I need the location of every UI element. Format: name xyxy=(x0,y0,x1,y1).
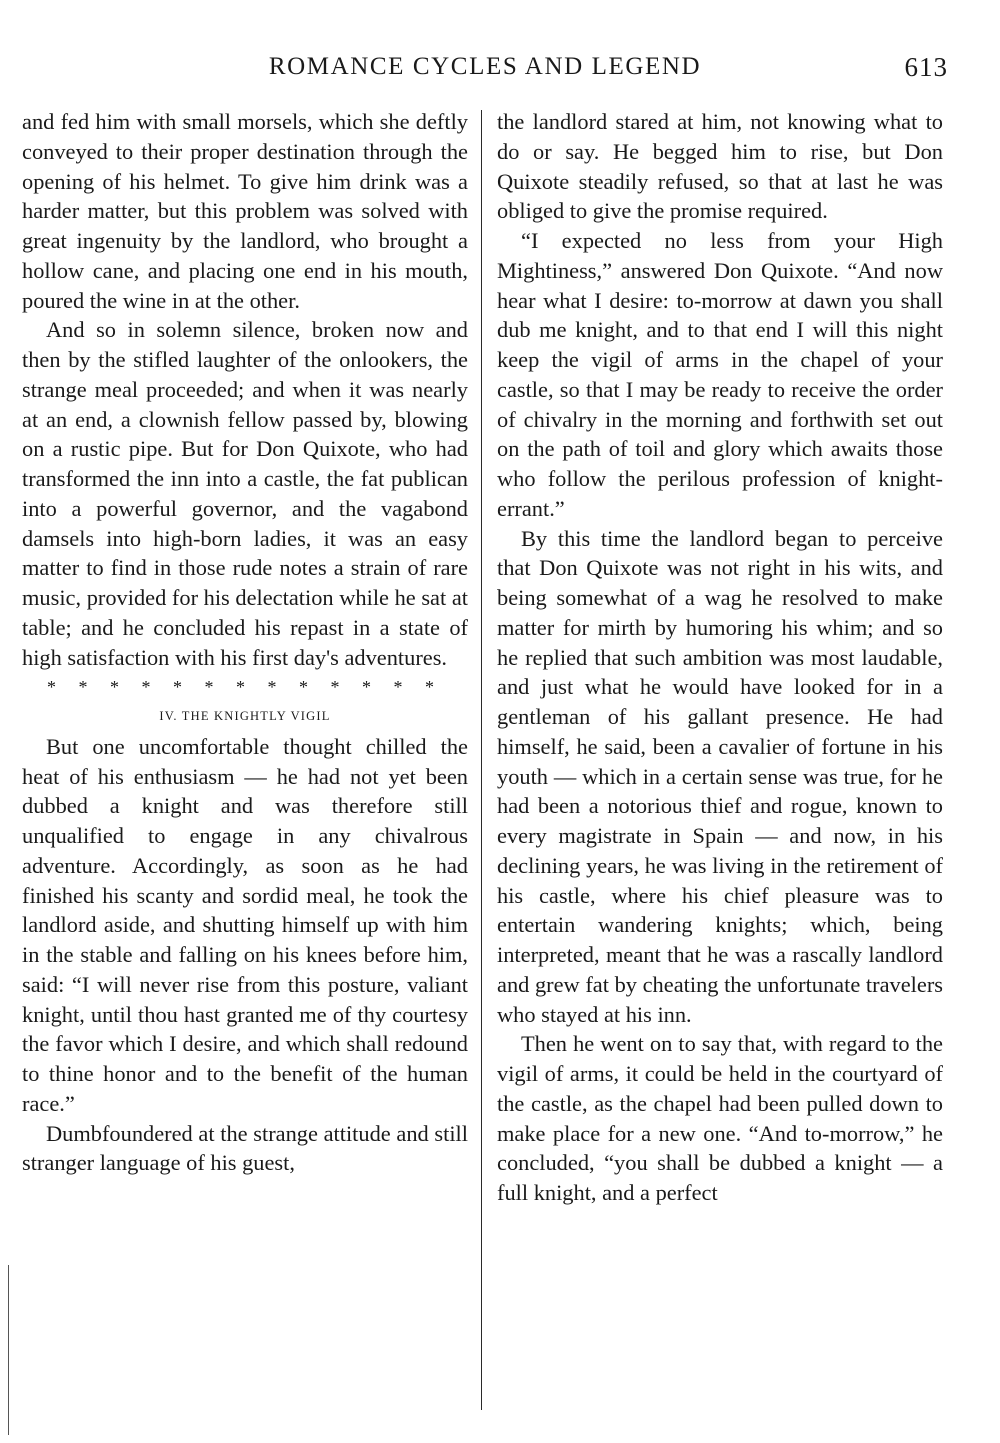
left-paragraph-1: and fed him with small morsels, which she deftly conveyed to their proper destination through the opening of his helmet. To give him drink was a harder matter, but this problem was solved with great ingenuity by the landlord, who brought a hollow cane, and placing one end in his mouth, poured the wine in at the other. xyxy=(22,109,468,313)
column-divider xyxy=(481,110,482,1410)
right-paragraph-4: Then he went on to say that, with regard to the vigil of arms, it could be held in the courtyard of the castle, as the chapel had been pulled down to make place for a new one. “And to-morrow,” he concluded, “you shall be dubbed a knight — a full knight, and a perfect xyxy=(497,1031,943,1205)
left-paragraph-2: And so in solemn silence, broken now and then by the stifled laughter of the onlookers, the strange meal proceeded; and when it was nearly at an end, a clownish fellow passed by, blowing on a rustic pipe. But for Don Quixote, who had transformed the inn into a castle, the fat publican into a powerful governor, and the vagabond damsels into high-born ladies, it was an easy matter to find in those rude notes a strain of rare music, provided for his delectation while he sat at table; and he concluded his repast in a state of high satisfaction with his first day's adventures. xyxy=(22,317,468,670)
right-paragraph-3: By this time the landlord began to perceive that Don Quixote was not right in his wits, and being somewhat of a wag he resolved to make matter for mirth by humoring his whim; and so he replied that such ambition was most laudable, and just what he would have looked for in a gentleman of his gallant presence. He had himself, he said, been a cavalier of fortune in his youth — which in a certain sense was true, for he had been a notorious thief and rogue, known to every magistrate in Spain — and now, in his declining years, he was living in the retirement of his castle, where his chief pleasure was to entertain wandering knights; which, being interpreted, meant that he was a rascally landlord and grew fat by cheating the unfortunate travelers who stayed at his inn. xyxy=(497,525,943,1027)
section-heading: IV. THE KNIGHTLY VIGIL xyxy=(159,709,331,723)
running-head xyxy=(22,50,948,84)
right-paragraph-2: “I expected no less from your High Mightiness,” answered Don Quixote. “And now hear what I desire: to-morrow at dawn you shall dub me knight, and to that end I will this night keep the vigil of arms in the chapel of your castle, so that I may be ready to receive the order of chivalry in the morning and forthwith set out on the path of toil and glory which awaits those who follow the perilous profession of knight-errant.” xyxy=(497,228,943,521)
page-number: 613 xyxy=(904,52,948,82)
running-title: ROMANCE CYCLES AND LEGEND xyxy=(268,53,702,80)
section-ornament: * * * * * * * * * * * * * xyxy=(47,677,443,698)
right-paragraph-1: the landlord stared at him, not knowing what to do or say. He begged him to rise, but Don Quixote steadily refused, so that at last he was obliged to give the promise required. xyxy=(497,109,943,224)
left-paragraph-3: But one uncomfortable thought chilled the heat of his enthusiasm — he had not yet been dubbed a knight and was therefore still unqualified to engage in any chivalrous adventure. Accordingly, as soon as he had finished his scanty and sordid meal, he took the landlord aside, and shutting himself up with him in the stable and falling on his knees before him, said: “I will never rise from this posture, valiant knight, until thou hast granted me of thy courtesy the favor which I desire, and which shall redound to thine honor and to the benefit of the human race.” xyxy=(22,733,468,1116)
margin-mark xyxy=(8,1265,9,1435)
left-paragraph-4: Dumbfoundered at the strange attitude and still stranger language of his guest, xyxy=(22,1120,468,1176)
left-column xyxy=(22,107,468,1178)
right-column xyxy=(497,107,943,1208)
